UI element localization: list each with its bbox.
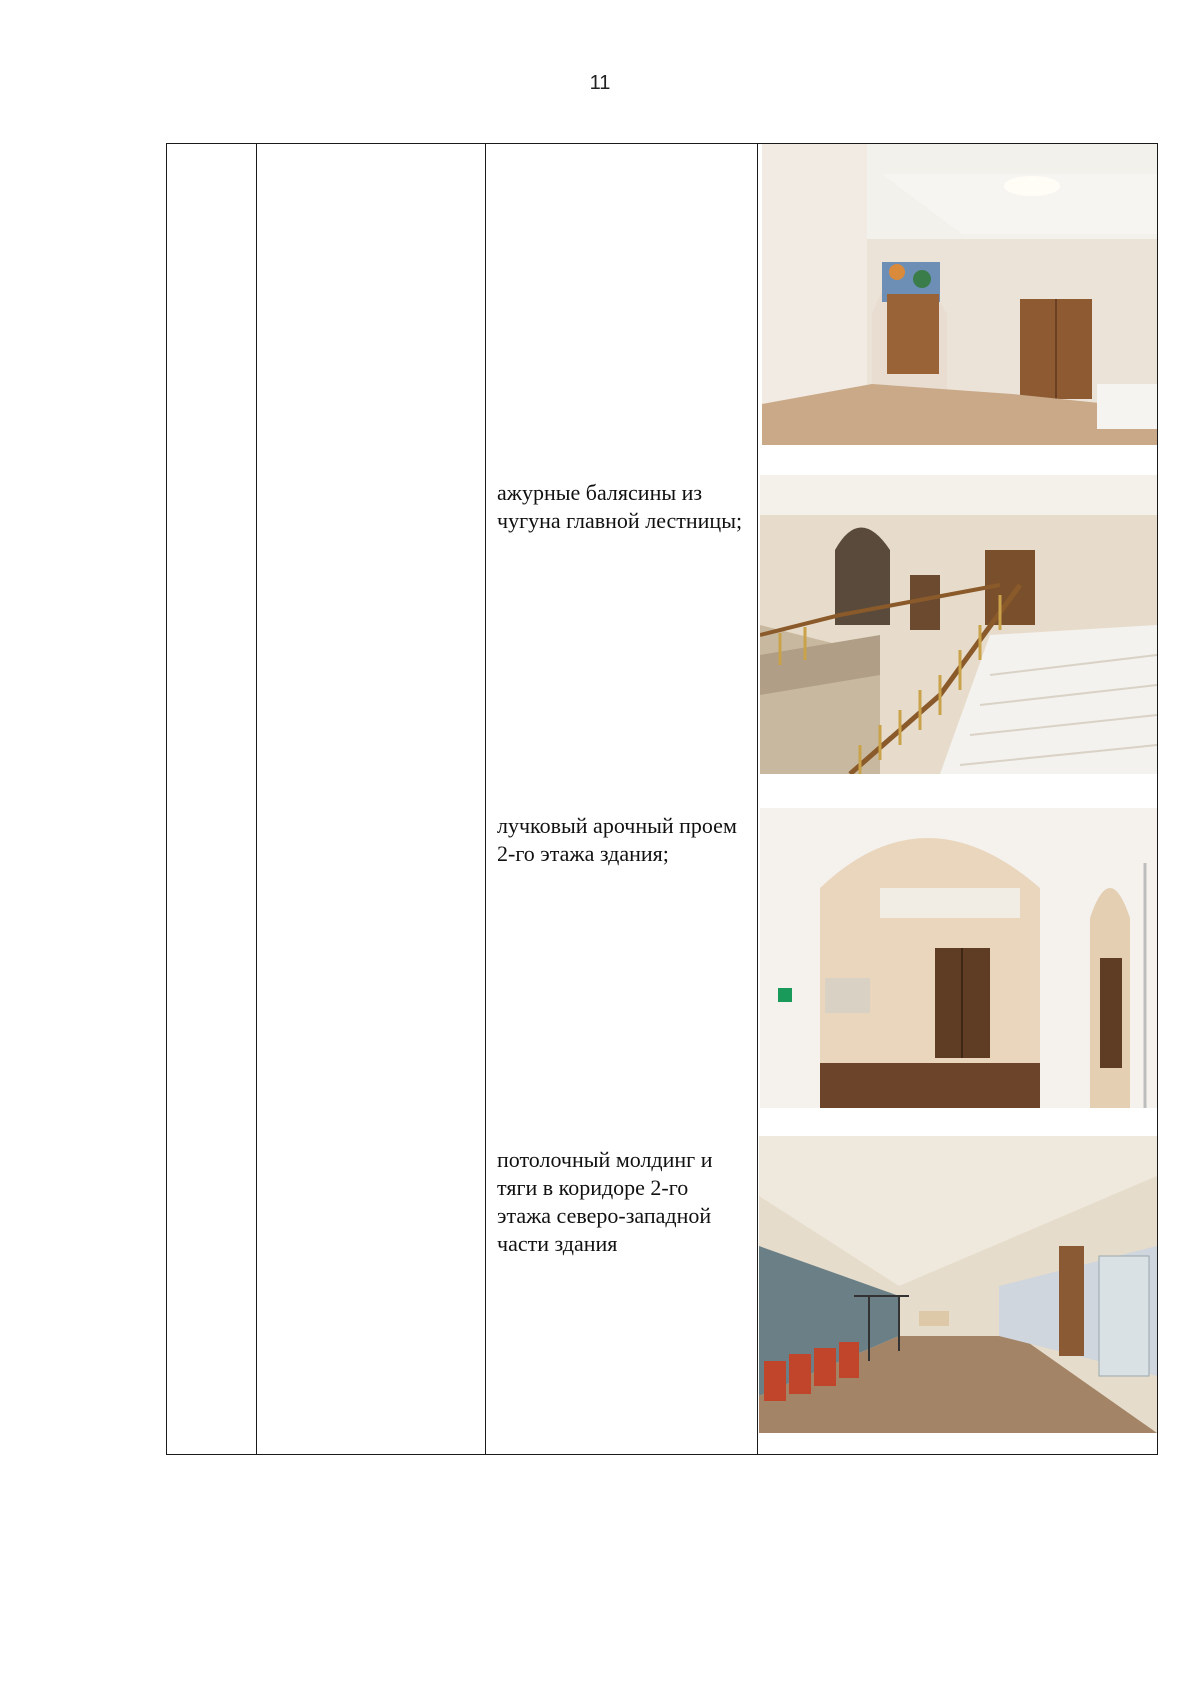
page-number: 11 bbox=[589, 72, 611, 94]
row-description-arch: лучковый арочный проем 2-го этажа здания; bbox=[497, 813, 737, 866]
table-column-divider bbox=[485, 144, 486, 1454]
hallway-doors-photo bbox=[762, 144, 1157, 445]
arched-opening-photo bbox=[760, 808, 1157, 1108]
staircase-balusters-photo bbox=[760, 475, 1157, 774]
row-description-molding: потолочный молдинг и тяги в коридоре 2-го этажа северо-западной части здания bbox=[497, 1147, 713, 1256]
row-description-balusters: ажурные балясины из чугуна главной лестницы; bbox=[497, 480, 743, 533]
document-table bbox=[166, 143, 1158, 1455]
table-column-divider bbox=[256, 144, 257, 1454]
corridor-photo bbox=[759, 1136, 1157, 1433]
table-column-divider bbox=[757, 144, 758, 1454]
